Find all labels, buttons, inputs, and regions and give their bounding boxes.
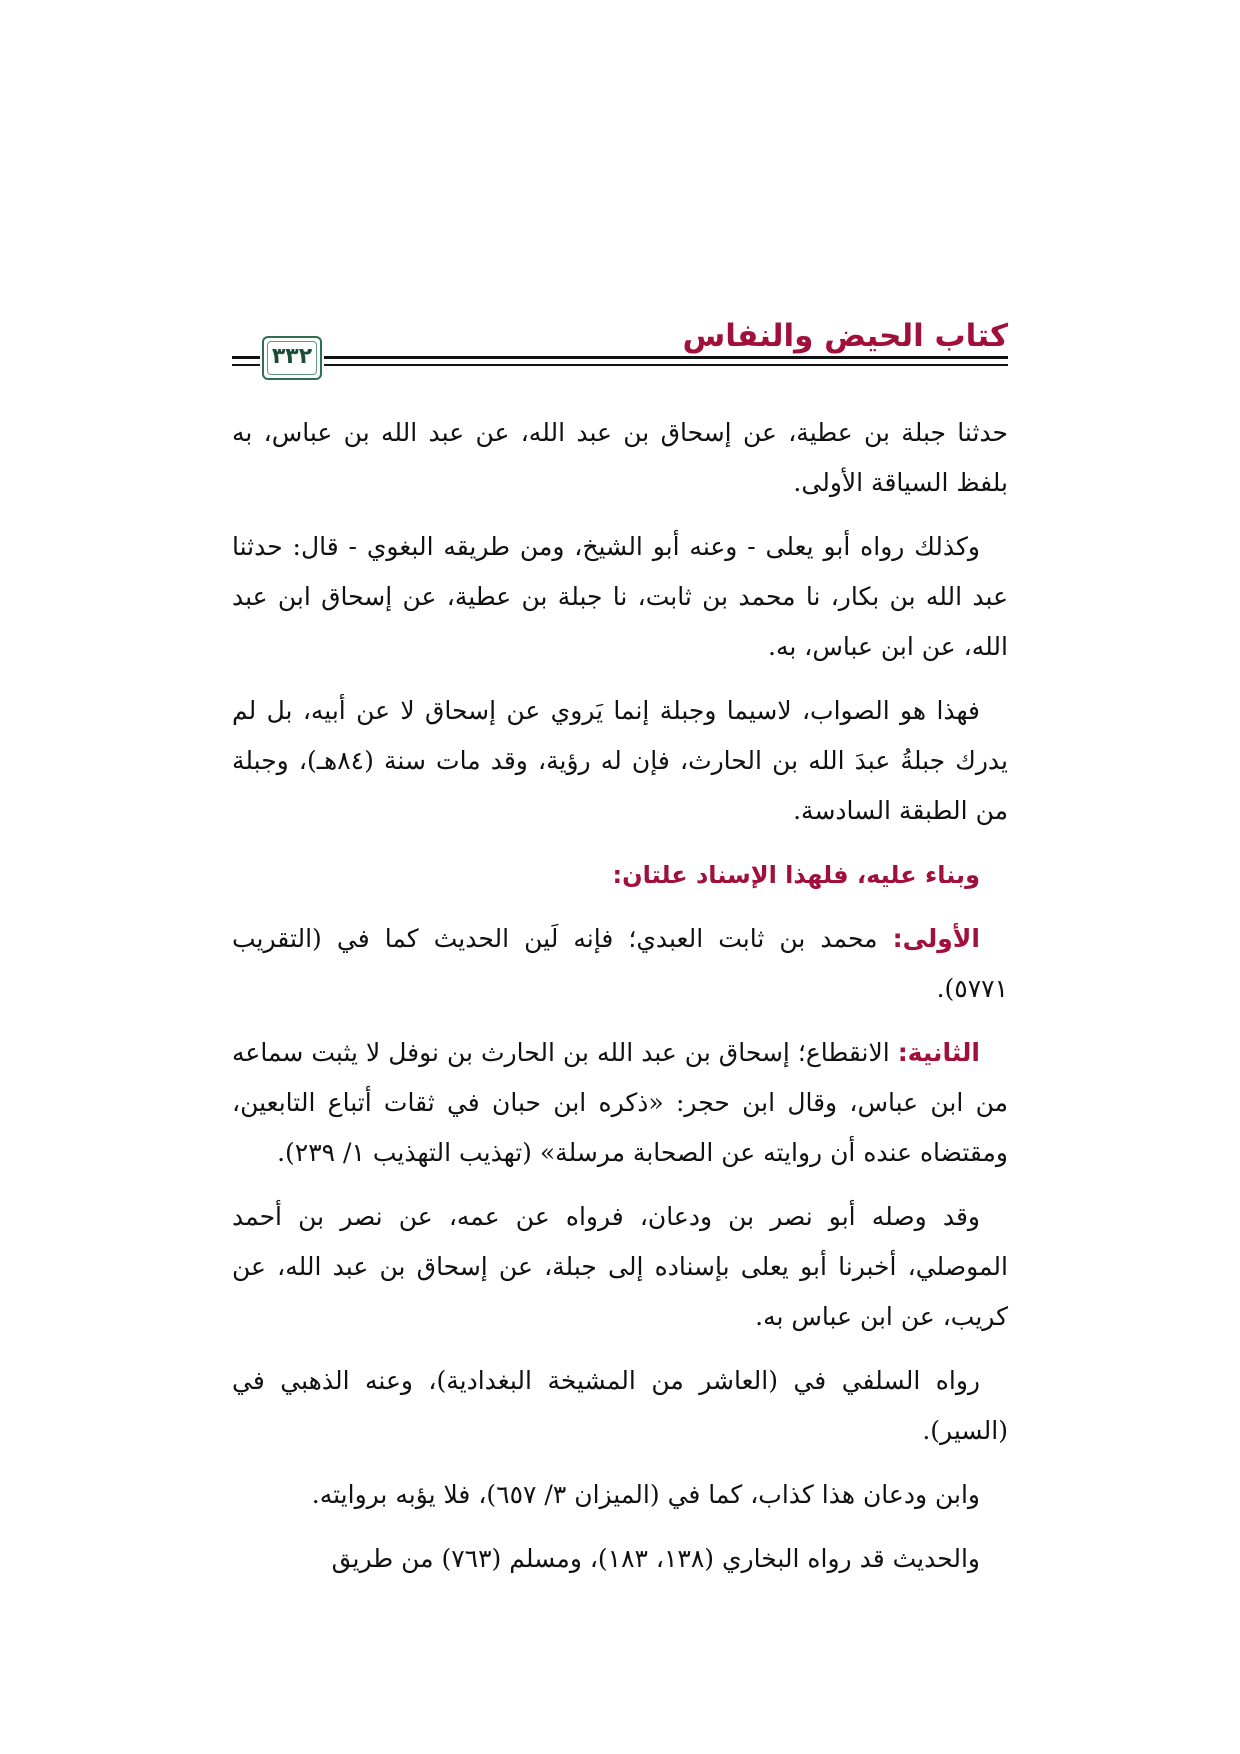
page-number: ٣٣٢ [271, 344, 313, 369]
first-cause [232, 914, 1008, 1014]
book-title: كتاب الحيض والنفاس [682, 318, 1008, 354]
page-body [232, 408, 1008, 1598]
paragraph-7: والحديث قد رواه البخاري (١٣٨، ١٨٣)، ومسلم (٧٦٣) من طريق [331, 1544, 980, 1573]
section-heading: وبناء عليه، فلهذا الإسناد علتان: [612, 861, 980, 889]
paragraph-2: وكذلك رواه أبو يعلى - وعنه أبو الشيخ، ومن طريقه البغوي - قال: حدثنا عبد الله بن بكار، نا محمد بن ثابت، نا جبلة بن عطية، عن إسحاق ابن عبد الله، عن ابن عباس، به. [232, 532, 1008, 661]
paragraph-4: وقد وصله أبو نصر بن ودعان، فرواه عن عمه، عن نصر بن أحمد الموصلي، أخبرنا أبو يعلى بإسناده إلى جبلة، عن إسحاق بن عبد الله، عن كريب، عن ابن عباس به. [232, 1202, 1008, 1331]
paragraph-6: وابن ودعان هذا كذاب، كما في (الميزان ٣/ ٦٥٧)، فلا يؤبه بروايته. [311, 1480, 980, 1509]
header-rule-left-top [232, 356, 260, 359]
paragraph-3: فهذا هو الصواب، لاسيما وجبلة إنما يَروي عن إسحاق لا عن أبيه، بل لم يدرك جبلةُ عبدَ الله بن الحارث، فإن له رؤية، وقد مات سنة (٨٤هـ)، وجبلة من الطبقة السادسة. [232, 696, 1008, 825]
page-header [232, 298, 1008, 390]
second-cause-text: الانقطاع؛ إسحاق بن عبد الله بن الحارث بن نوفل لا يثبت سماعه من ابن عباس، وقال ابن حجر: «ذكره ابن حبان في ثقات أتباع التابعين، ومقتضاه عنده أن روايته عن الصحابة مرسلة» (تهذيب التهذيب ١/ ٢٣٩). [232, 1038, 1008, 1167]
header-rule-left-bottom [232, 364, 260, 366]
second-cause-label: الثانية: [897, 1038, 980, 1067]
header-rule-top [324, 356, 1008, 359]
paragraph-5: رواه السلفي في (العاشر من المشيخة البغدادية)، وعنه الذهبي في (السير). [232, 1366, 1008, 1445]
header-rule-bottom [324, 364, 1008, 366]
second-cause [232, 1028, 1008, 1178]
paragraph-1: حدثنا جبلة بن عطية، عن إسحاق بن عبد الله، عن عبد الله بن عباس، به بلفظ السياقة الأولى. [232, 418, 1008, 497]
first-cause-label: الأولى: [892, 924, 980, 953]
page-number-badge [262, 336, 322, 380]
first-cause-text: محمد بن ثابت العبدي؛ فإنه لَين الحديث كما في (التقريب ٥٧٧١). [232, 924, 1008, 1003]
